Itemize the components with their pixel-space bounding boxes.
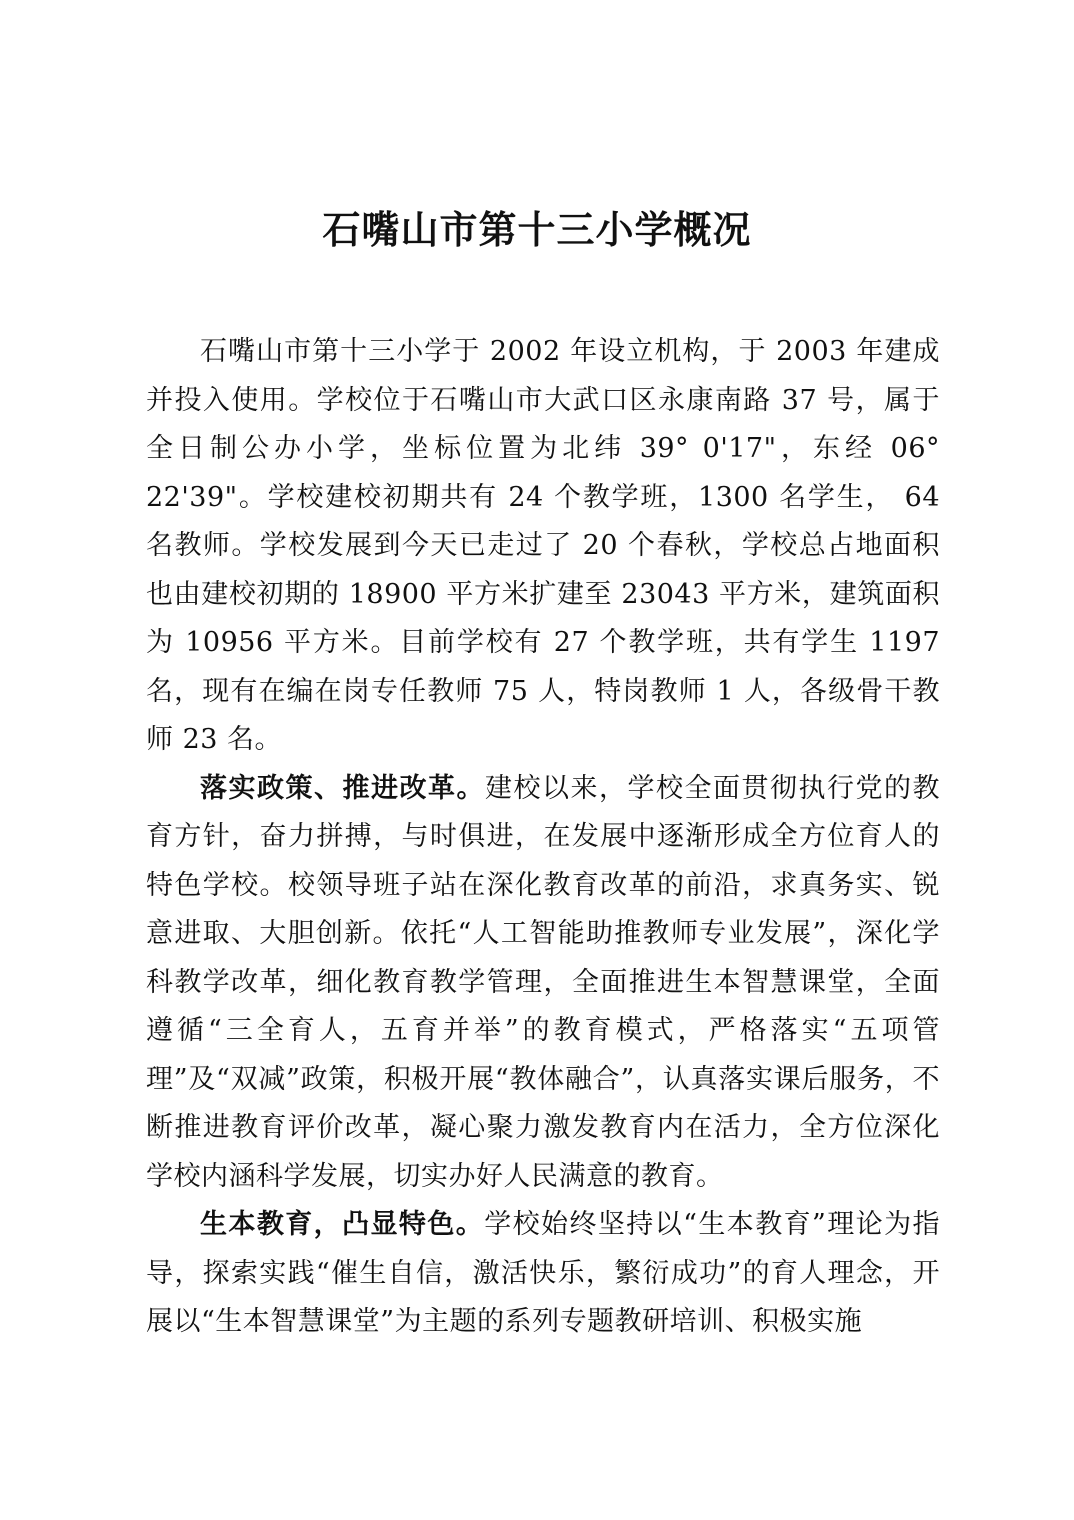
paragraph-lead: 落实政策、推进改革。 [200,772,485,804]
document-title: 石嘴山市第十三小学概况 [322,207,752,252]
paragraph-lead: 生本教育，凸显特色。 [200,1209,485,1240]
paragraph-student-centered [146,1201,940,1347]
paragraph-text: 建校以来，学校全面贯彻执行党的教育方针，奋力拼搏，与时俱进，在发展中逐渐形成全方位育人的特色学校。校领导班子站在深化教育改革的前沿，求真务实、锐意进取、大胆创新。依托“人工智能助推教师专业发展”，深化学科教学改革，细化教育教学管理，全面推进生本智慧课堂，全面遵循“三全育人，五育并举”的教育模式，严格落实“五项管理”及“双减”政策，积极开展“教体融合”，认真落实课后服务，不断推进教育评价改革，凝心聚力激发教育内在活力，全方位深化学校内涵科学发展，切实办好人民满意的教育。 [146,772,940,1192]
paragraph-text: 石嘴山市第十三小学于 2002 年设立机构，于 2003 年建成并投入使用。学校位于石嘴山市大武口区永康南路 37 号，属于全日制公办小学，坐标位置为北纬 39° 0'17"，东经 06° 22'39"。学校建校初期共有 24 个教学班，1300 名学生， 64 名教师。学校发展到今天已走过了 20 个春秋，学校总占地面积也由建校初期的 18900 平方米扩建至 23043 平方米，建筑面积为 10956 平方米。目前学校有 27 个教学班，共有学生 1197 名，现有在编在岗专任教师 75 人，特岗教师 1 人，各级骨干教师 23 名。 [146,336,940,755]
document-body [146,328,940,1347]
paragraph-overview [146,328,940,765]
paragraph-text: 学校始终坚持以“生本教育”理论为指导，探索实践“催生自信，激活快乐，繁衍成功”的育人理念，开展以“生本智慧课堂”为主题的系列专题教研培训、积极实施 [146,1209,941,1337]
paragraph-policy-reform [146,765,940,1202]
